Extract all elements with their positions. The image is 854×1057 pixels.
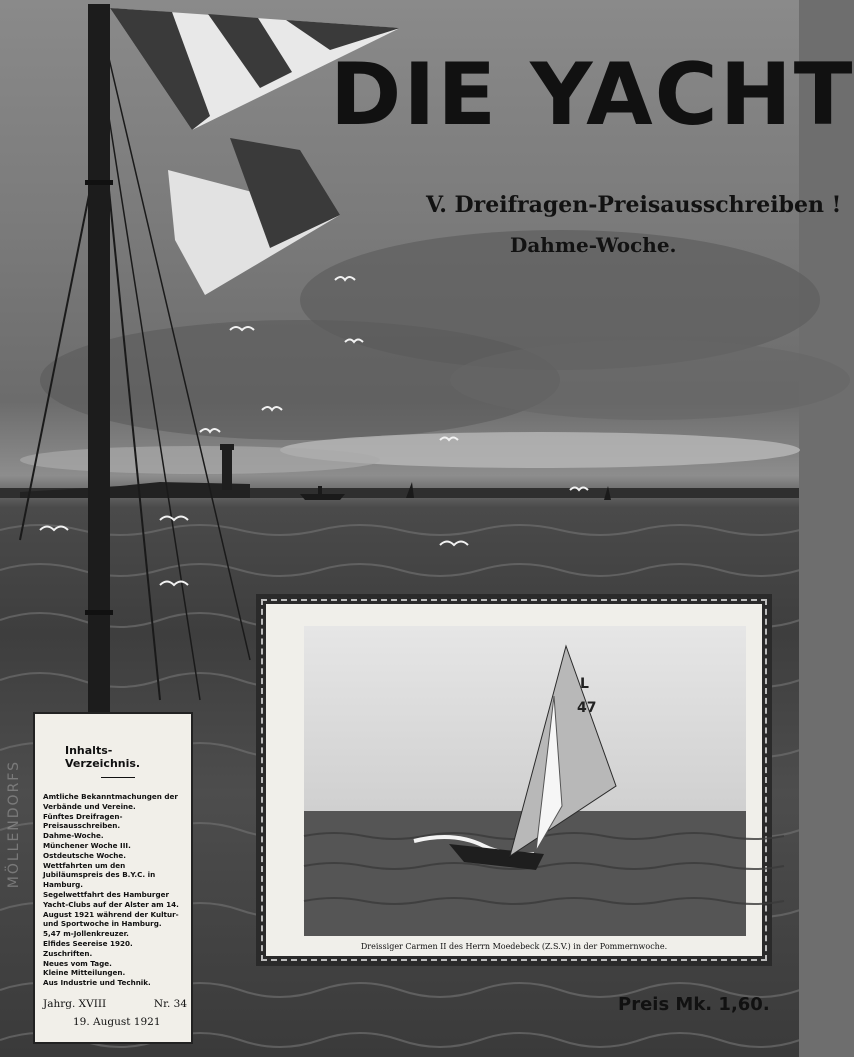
- sailboat-photo: [304, 626, 746, 936]
- sailboat-photo-image: [304, 626, 746, 936]
- issue-info: [43, 998, 187, 1028]
- toc-item: Aus Industrie und Technik.: [43, 978, 151, 988]
- toc-item: Zuschriften.: [43, 948, 93, 958]
- toc-item: Neues vom Tage.: [43, 958, 112, 968]
- toc-item: 5,47 m-Jollenkreuzer.: [43, 929, 129, 939]
- headline-dahme-week: Dahme-Woche.: [510, 233, 677, 257]
- toc-item: Fünftes Dreifragen-Preisausschreiben.: [43, 811, 123, 831]
- toc-item: Elfides Seereise 1920.: [43, 938, 133, 948]
- issue-number: Nr. 34: [153, 998, 187, 1010]
- masthead-title: DIE YACHT: [330, 45, 854, 145]
- side-vertical-text: MÖLLENDORFS: [6, 760, 22, 889]
- price-label: Preis Mk. 1,60.: [618, 994, 770, 1015]
- sky-clouds: [20, 230, 850, 474]
- toc-item: Segelwettfahrt des Hamburger Yacht-Clubs auf der Alster am 14. August 1921 während der Kultur- und Sportwoche in Hamburg.: [43, 889, 179, 929]
- signal-flag: [168, 138, 340, 295]
- toc-item: Wettfahrten um den Jubiläumspreis des B.Y.C. in Hamburg.: [43, 860, 156, 890]
- photo-caption: Dreissiger Carmen II des Herrn Moedebeck (Z.S.V.) in der Pommernwoche.: [360, 942, 668, 951]
- toc-item: Münchener Woche III.: [43, 840, 131, 850]
- toc-item: Ostdeutsche Woche.: [43, 850, 127, 860]
- toc-heading: Inhalts-Verzeichnis.: [65, 744, 141, 770]
- toc-item: Amtliche Bekanntmachungen der Verbände und Vereine.: [43, 792, 178, 811]
- photo-frame: [256, 594, 772, 966]
- sail-marking-letter: L: [580, 676, 589, 692]
- lighthouse: [222, 448, 232, 490]
- steamer: [300, 494, 345, 500]
- toc-item: Dahme-Woche.: [43, 831, 104, 841]
- toc-divider: [101, 777, 135, 778]
- mast: [88, 4, 110, 716]
- toc-item: Kleine Mitteilungen.: [43, 968, 126, 978]
- table-of-contents: [33, 712, 193, 1044]
- issue-volume: Jahrg. XVIII: [43, 998, 107, 1010]
- sail-marking-number: 47: [577, 700, 597, 716]
- headline-prize-contest: V. Dreifragen-Preisausschreiben !: [426, 192, 842, 218]
- toc-list: [43, 792, 185, 988]
- issue-date: 19. August 1921: [73, 1016, 161, 1028]
